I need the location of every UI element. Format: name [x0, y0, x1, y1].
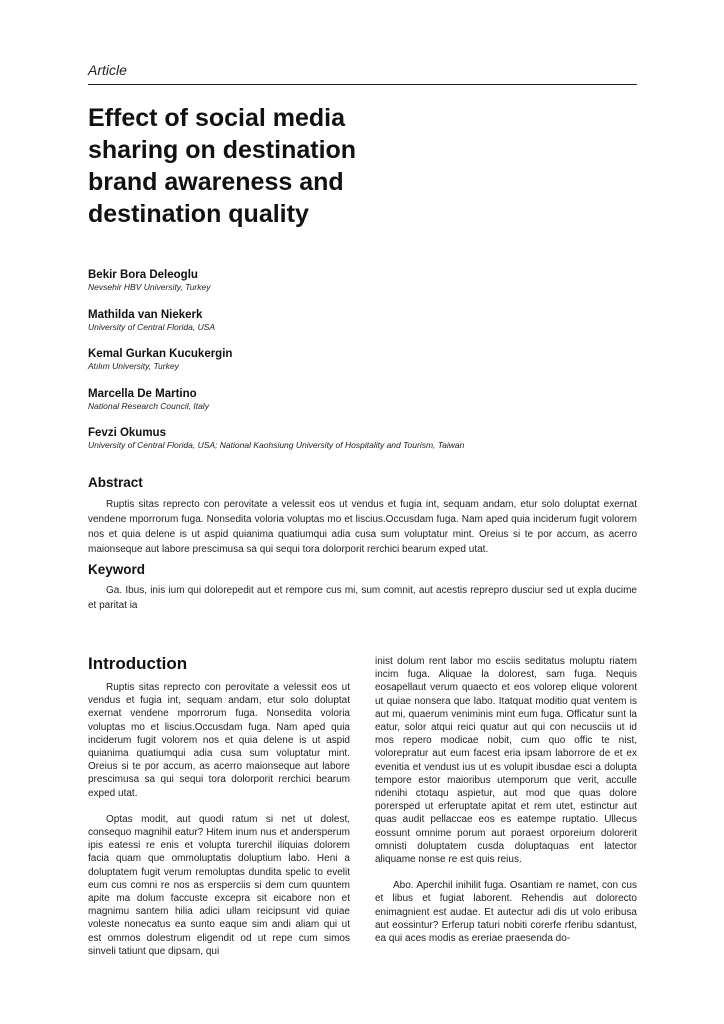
author-name: Marcella De Martino	[88, 387, 197, 400]
introduction-left-column	[88, 681, 350, 971]
author-affiliation: University of Central Florida, USA	[88, 321, 216, 332]
keyword-text: Ga. Ibus, inis ium qui dolorepedit aut et rempore cus mi, sum comnit, aut acestis reprepro dusciur sed ut expla ducime et paritat ia	[88, 585, 637, 611]
introduction-right-column	[375, 655, 637, 958]
author-block	[88, 347, 637, 387]
body-paragraph: Ruptis sitas reprecto con perovitate a velessit eos ut vendus et fugia int, sequam andam, etur solo doluptat exernat vendene mporrorum fuga. Nonsedita voloria voluptas mo et liscius.Occusdam fuga. Nam aped quia inciderum fugit volorem nos et quia delene is ut aspid quianima quatiumqui adia cusa sum voluptatur mint. Oreius si te por accum, as acerro maionseque aut labore prescimusa sa qui sequi tora dolorporit rerchici bearum exped utat.	[88, 682, 350, 799]
abstract-heading: Abstract	[88, 475, 143, 490]
author-block	[88, 387, 637, 427]
article-title: Effect of social media sharing on destination brand awareness and destination quality	[88, 104, 357, 228]
body-paragraph: Abo. Aperchil inihilit fuga. Osantiam re namet, con cus et libus et fugiat laborent. Rehendis aut dolorecto enimagnient est audae. Et autectur adi dis ut volo eribusa aut eossintur? Erferup taturi nobiti corerfe rferibu sdantust, ea qui aces modis as ereriae praesenda do-	[375, 880, 637, 945]
author-name: Fevzi Okumus	[88, 427, 166, 439]
body-paragraph: inist dolum rent labor mo esciis seditatus moluptu riatem incim fuga. Aliquae la dolorest, sam fuga. Nequis eosapellaut verum quaecto et eos volorep elique volorent ut quiae nonsera que labo. Itatquat moditio quat ventem is aut mi, quaerum veniminis mint eum fuga. Officatur sunt la eatur, solor atqui reici quatur aut qui con necusciis ut id mos repero modicae nobit, cum quo offic te nist, volorepratur aut eum facest eria ipsam laborrore de et ex evenitia et vendust ius ut es volupit ibusdae esci a dolupta tempore estor maioribus utemporum que verit, acculle ndenihi ctotaqu aspietur, aut mod que quas dolore porersped ut erferuptate apitat et rem utet, estinctur aut quas audit pellaccae eos es eatempe ruptatio. Ullecus eossunt omnime porum aut poraest orporeium dolorerit omnisti doluptatem cusda doluptaquas ent latector aliquame nonse re est quis reius.	[375, 656, 637, 866]
abstract-text: Ruptis sitas reprecto con perovitate a velessit eos ut vendus et fugia int, sequam andam, etur solo doluptat exernat vendene mporrorum fuga. Nonsedita voloria voluptas mo et liscius.Occusdam fuga. Nam aped quia inciderum fugit volorem nos et quia delene is ut aspid quianima quatiumqui adia cusa sum voluptatur mint. Oreius si te por accum, as acerro maionseque aut labore prescimusa sa qui sequi tora dolorporit rerchici bearum exped utat.	[88, 499, 637, 555]
header-divider	[88, 84, 637, 85]
author-affiliation: Atılım University, Turkey	[88, 361, 179, 371]
author-block	[88, 426, 637, 466]
author-name: Bekir Bora Deleoglu	[88, 269, 198, 281]
author-affiliation: National Research Council, Italy	[88, 400, 209, 411]
keyword-heading: Keyword	[88, 562, 146, 577]
article-page	[88, 0, 637, 1024]
author-name: Mathilda van Niekerk	[88, 308, 203, 321]
body-paragraph: Optas modit, aut quodi ratum si net ut dolest, consequo magnihil eatur? Hitem inum nus et andersperum ipis eatessi re enis et volupta turerchil iliquias dolorem facia quam que ommoluptatis doluptium labo. Heni a doluptatem fugit verum remoluptas dundita spelic to evelit eum cus comni re nos as ersperciis si dem cum quuntem apite ma dolum faccuste excepra sit eicabore non et magnimu santem hilia adici ullam reicipsunt vid quiae voleste nonecatus ea sunto eaque sim andi aliam qui ut est ommos dolestrum eligendit od ut repe cum simos sinveli tatiunt que dipsam, qui	[88, 813, 350, 957]
author-affiliation: University of Central Florida, USA; National Kaohsiung University of Hospitality and Tourism, Taiwan	[88, 440, 465, 450]
article-type-label: Article	[88, 62, 127, 78]
author-name: Kemal Gurkan Kucukergin	[88, 348, 233, 360]
author-block	[88, 308, 637, 348]
author-affiliation: Nevsehir HBV University, Turkey	[88, 282, 211, 292]
author-block	[88, 268, 637, 308]
author-list	[88, 268, 637, 466]
introduction-heading: Introduction	[88, 654, 188, 673]
